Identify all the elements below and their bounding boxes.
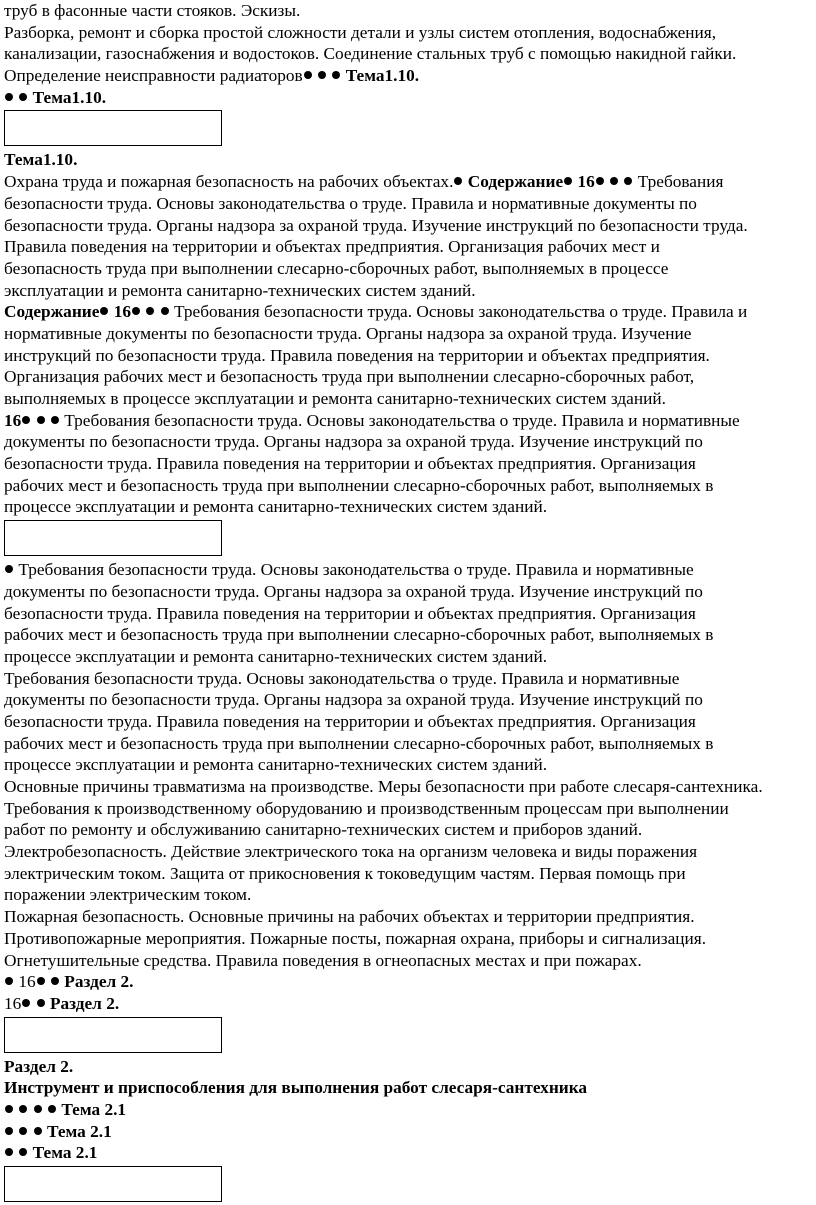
text-line: Пожарная безопасность. Основные причины на рабочих объектах и территории предприятия. — [4, 907, 695, 927]
bullet-icon — [51, 416, 59, 424]
number-span: 16 — [18, 972, 36, 992]
text-line: эксплуатации и ремонта санитарно-технических систем зданий. — [4, 280, 476, 300]
text-span: Охрана труда и пожарная безопасность на рабочих объектах. — [4, 172, 454, 192]
bullet-icon — [5, 977, 13, 985]
text-line: процессе эксплуатации и ремонта санитарно-технических систем зданий. — [4, 646, 548, 666]
heading-line — [4, 1099, 814, 1121]
text-line: поражении электрическим током. — [4, 885, 252, 905]
heading-line: Инструмент и приспособления для выполнения работ слесаря-сантехника — [4, 1078, 588, 1098]
text-line: безопасности труда. Основы законодательства о труде. Правила и нормативные документы по — [4, 193, 697, 213]
text-line: нормативные документы по безопасности труда. Органы надзора за охраной труда. Изучение — [4, 323, 692, 343]
bullet-icon — [5, 1127, 13, 1135]
bullet-icon — [51, 977, 59, 985]
bullet-icon — [5, 565, 13, 573]
heading-line — [4, 1121, 814, 1143]
text-line: безопасности труда. Правила поведения на территории и объектах предприятия. Организация — [4, 454, 696, 474]
text-line — [4, 559, 814, 581]
text-span: Требования безопасности труда. Основы законодательства о труде. Правила и — [174, 302, 748, 322]
heading-line: Тема1.10. — [4, 150, 78, 170]
bullet-icon — [304, 71, 312, 79]
bullet-icon — [19, 1105, 27, 1113]
bullet-icon — [564, 177, 572, 185]
text-line: процессе эксплуатации и ремонта санитарно-технических систем зданий. — [4, 497, 548, 517]
number-span: 16 — [577, 172, 595, 192]
bullet-icon — [19, 93, 27, 101]
bullet-icon — [132, 307, 140, 315]
bullet-icon — [5, 1105, 13, 1113]
bullet-icon — [161, 307, 169, 315]
text-line: рабочих мест и безопасность труда при выполнении слесарно-сборочных работ, выполняемых в — [4, 475, 714, 495]
heading-span: Содержание — [467, 172, 564, 192]
bullet-icon — [34, 1127, 42, 1135]
text-span: Определение неисправности радиаторов — [4, 66, 303, 86]
bullet-icon — [100, 307, 108, 315]
bullet-icon — [454, 177, 462, 185]
text-line — [4, 65, 814, 87]
text-line: электрическим током. Защита от прикосновения к токоведущим частям. Первая помощь при — [4, 863, 686, 883]
empty-box — [4, 1166, 222, 1202]
bullet-icon — [48, 1105, 56, 1113]
text-line: работ по ремонту и обслуживанию санитарно-технических систем и приборов зданий. — [4, 820, 643, 840]
heading-span: Тема 2.1 — [61, 1099, 127, 1119]
number-span: 16 — [113, 302, 132, 322]
text-line: Правила поведения на территории и объектах предприятия. Организация рабочих мест и — [4, 237, 660, 257]
bullet-icon — [5, 1148, 13, 1156]
text-line — [4, 993, 814, 1015]
text-line: документы по безопасности труда. Органы надзора за охраной труда. Изучение инструкций по — [4, 581, 703, 601]
bullet-icon — [19, 1127, 27, 1135]
bullet-icon — [318, 71, 326, 79]
text-line: документы по безопасности труда. Органы надзора за охраной труда. Изучение инструкций по — [4, 690, 703, 710]
text-line: Требования безопасности труда. Основы законодательства о труде. Правила и нормативные — [4, 668, 680, 688]
text-line: Требования к производственному оборудованию и производственным процессам при выполнении — [4, 798, 729, 818]
number-span: 16 — [4, 993, 22, 1013]
bullet-icon — [610, 177, 618, 185]
text-span: Требования — [637, 172, 724, 192]
empty-box — [4, 520, 222, 556]
heading-span: Тема1.10. — [345, 66, 420, 86]
text-line: выполняемых в процессе эксплуатации и ремонта санитарно-технических систем зданий. — [4, 389, 666, 408]
bullet-icon — [19, 1148, 27, 1156]
text-line: рабочих мест и безопасность труда при выполнении слесарно-сборочных работ, выполняемых в — [4, 625, 714, 645]
text-line: Разборка, ремонт и сборка простой сложности детали и узлы систем отопления, водоснабжения, — [4, 22, 717, 42]
heading-line — [4, 1142, 814, 1164]
bullet-icon — [37, 416, 45, 424]
text-line: Электробезопасность. Действие электрического тока на организм человека и виды поражения — [4, 842, 698, 862]
text-line — [4, 971, 814, 993]
text-line: процессе эксплуатации и ремонта санитарно-технических систем зданий. — [4, 755, 548, 775]
text-line — [4, 301, 814, 323]
bullet-icon — [596, 177, 604, 185]
bullet-icon — [624, 177, 632, 185]
heading-span: Содержание — [4, 302, 100, 322]
text-line: канализации, газоснабжения и водостоков. Соединение стальных труб с помощью накидной гайки. — [4, 44, 737, 64]
text-line: инструкций по безопасности труда. Правила поведения на территории и объектах предприятия. — [4, 345, 710, 365]
bullet-icon — [37, 999, 45, 1007]
text-line: безопасность труда при выполнении слесарно-сборочных работ, выполняемых в процессе — [4, 258, 669, 278]
document-page — [4, 0, 814, 1205]
heading-span: Тема 2.1 — [32, 1143, 98, 1163]
text-span: Требования безопасности труда. Основы законодательства о труде. Правила и нормативные — [64, 410, 740, 430]
bullet-icon — [34, 1105, 42, 1113]
text-line: Противопожарные мероприятия. Пожарные посты, пожарная охрана, приборы и сигнализация. — [4, 928, 707, 948]
heading-span: Раздел 2. — [49, 993, 120, 1013]
text-line — [4, 171, 814, 193]
text-line: Организация рабочих мест и безопасность труда при выполнении слесарно-сборочных работ, — [4, 367, 695, 387]
heading-span: Тема 2.1 — [46, 1121, 112, 1141]
bullet-icon — [332, 71, 340, 79]
heading-span: Раздел 2. — [64, 972, 134, 992]
bullet-icon — [5, 93, 13, 101]
empty-box — [4, 110, 222, 146]
text-line: безопасности труда. Органы надзора за охраной труда. Изучение инструкций по безопасности труда. — [4, 215, 748, 235]
text-line: безопасности труда. Правила поведения на территории и объектах предприятия. Организация — [4, 711, 696, 731]
heading-line — [4, 87, 814, 109]
text-line: документы по безопасности труда. Органы надзора за охраной труда. Изучение инструкций по — [4, 432, 703, 452]
text-line: труб в фасонные части стояков. Эскизы. — [4, 1, 301, 20]
bullet-icon — [37, 977, 45, 985]
bullet-icon — [22, 416, 30, 424]
bullet-icon — [22, 999, 30, 1007]
empty-box — [4, 1017, 222, 1053]
text-line: Огнетушительные средства. Правила поведения в огнеопасных местах и при пожарах. — [4, 950, 642, 970]
bullet-icon — [146, 307, 154, 315]
text-line: рабочих мест и безопасность труда при выполнении слесарно-сборочных работ, выполняемых в — [4, 733, 714, 753]
text-line — [4, 410, 814, 432]
text-span: Требования безопасности труда. Основы законодательства о труде. Правила и нормативные — [18, 560, 694, 580]
text-line: Основные причины травматизма на производстве. Меры безопасности при работе слесаря-сантехника. — [4, 777, 763, 796]
heading-span: Тема1.10. — [32, 87, 107, 107]
number-span: 16 — [4, 410, 22, 430]
heading-line: Раздел 2. — [4, 1056, 74, 1076]
text-line: безопасности труда. Правила поведения на территории и объектах предприятия. Организация — [4, 603, 696, 623]
